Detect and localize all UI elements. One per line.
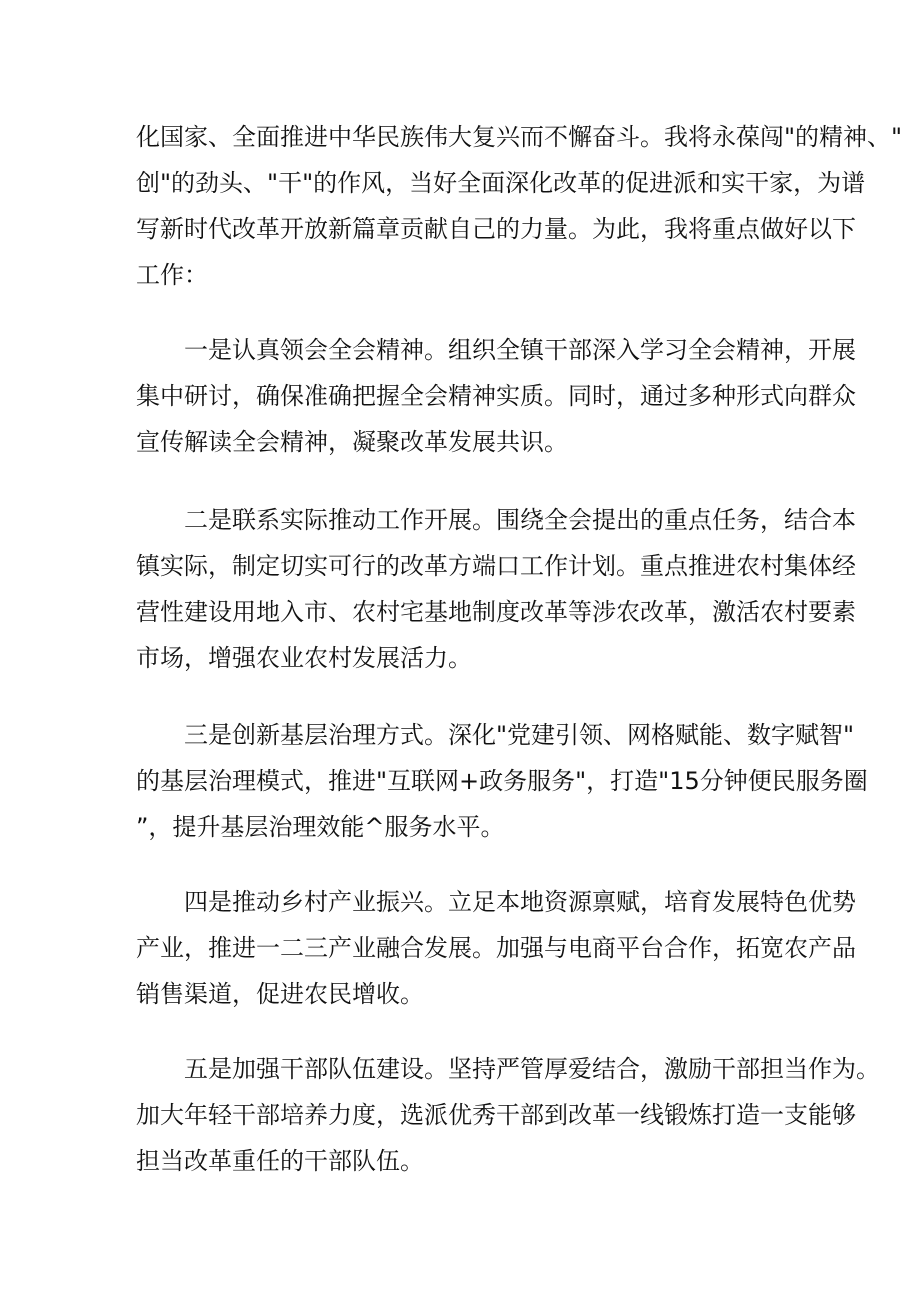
text-line: 化国家、全面推进中华民族伟大复兴而不懈奋斗。我将永葆闯"的精神、" — [136, 123, 903, 151]
item-3-paragraph — [136, 712, 868, 850]
text-line: 市场，增强农业农村发展活力。 — [136, 644, 472, 672]
text-line: 二是联系实际推动工作开展。围绕全会提出的重点任务，结合本 — [184, 506, 856, 534]
item-2-paragraph — [136, 497, 856, 681]
text-line: 销售渠道，促进农民增收。 — [136, 980, 424, 1008]
item-5-paragraph — [136, 1046, 880, 1184]
text-line: 宣传解读全会精神，凝聚改革发展共识。 — [136, 428, 568, 456]
text-line: 创"的劲头、"干"的作风，当好全面深化改革的促进派和实干家，为谱 — [136, 169, 866, 197]
text-line: 加大年轻干部培养力度，选派优秀干部到改革一线锻炼打造一支能够 — [136, 1101, 856, 1129]
text-line: 担当改革重任的干部队伍。 — [136, 1147, 424, 1175]
text-line: 写新时代改革开放新篇章贡献自己的力量。为此，我将重点做好以下 — [136, 215, 856, 243]
text-line: 三是创新基层治理方式。深化"党建引领、网格赋能、数字赋智" — [184, 721, 855, 749]
text-line: 工作： — [136, 261, 208, 289]
intro-paragraph — [136, 114, 903, 298]
text-line: 集中研讨，确保准确把握全会精神实质。同时，通过多种形式向群众 — [136, 382, 856, 410]
text-line: 的基层治理模式，推进"互联网+政务服务"，打造"15分钟便民服务圈 — [136, 767, 868, 795]
text-line: 镇实际，制定切实可行的改革方端口工作计划。重点推进农村集体经 — [136, 552, 856, 580]
text-line: 营性建设用地入市、农村宅基地制度改革等涉农改革，激活农村要素 — [136, 598, 856, 626]
text-line: 五是加强干部队伍建设。坚持严管厚爱结合，激励干部担当作为。 — [184, 1055, 880, 1083]
text-line: 一是认真领会全会精神。组织全镇干部深入学习全会精神，开展 — [184, 336, 856, 364]
text-line: 四是推动乡村产业振兴。立足本地资源禀赋，培育发展特色优势 — [184, 888, 856, 916]
text-line: ”，提升基层治理效能^服务水平。 — [136, 813, 505, 841]
text-line: 产业，推进一二三产业融合发展。加强与电商平台合作，拓宽农产品 — [136, 934, 856, 962]
item-1-paragraph — [136, 327, 856, 465]
item-4-paragraph — [136, 879, 856, 1017]
